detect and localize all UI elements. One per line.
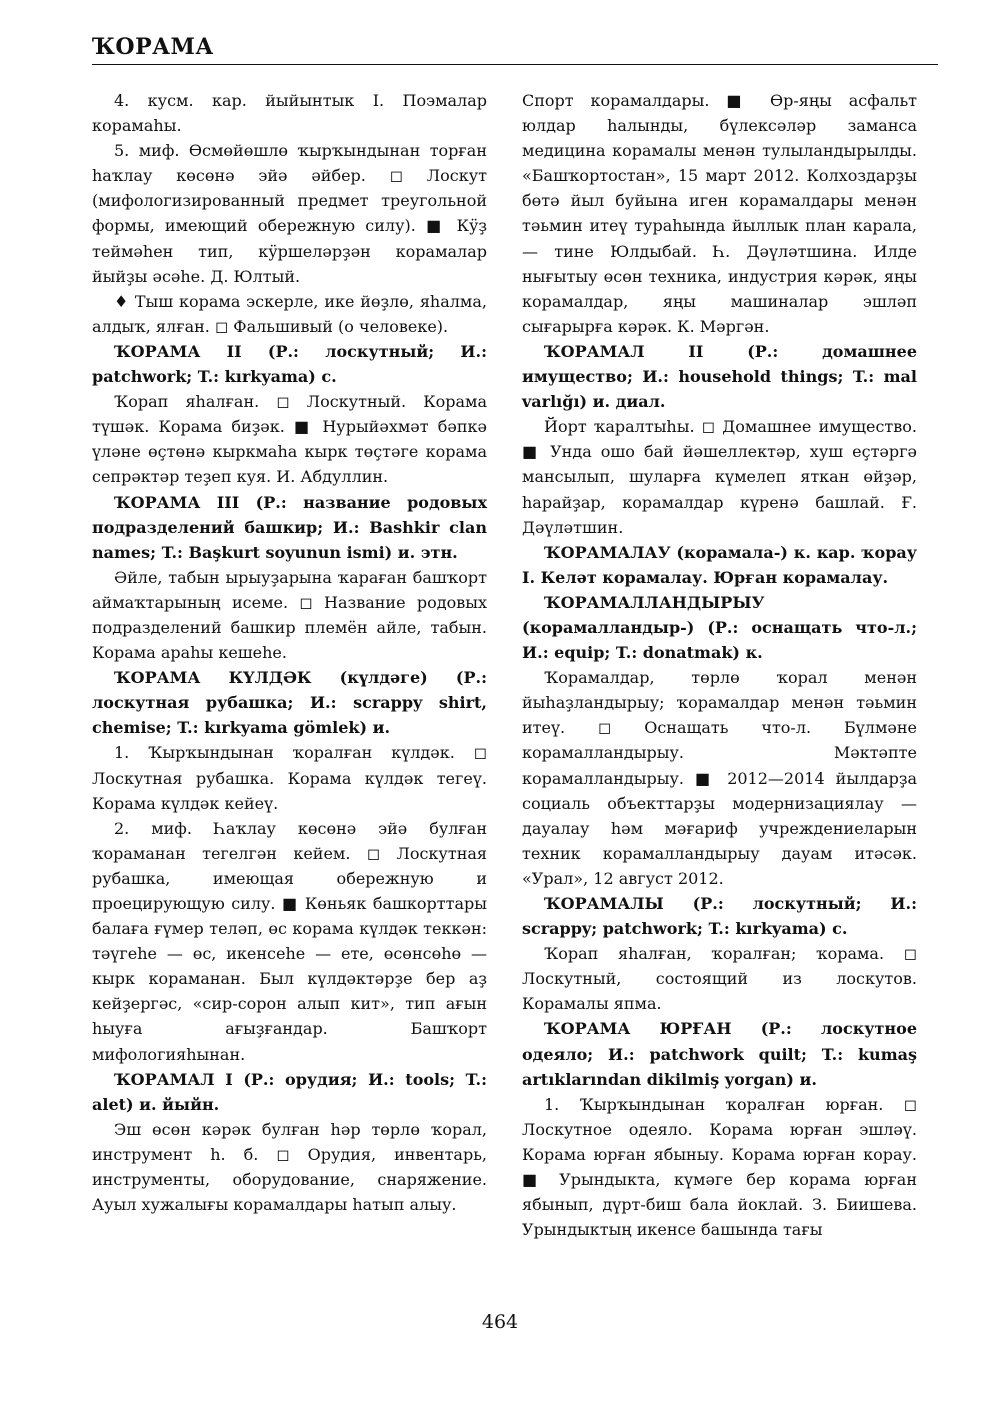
sense-paragraph: 1. Ҡырҡындынан ҡоралған юрған. ◻ Лоскутное одеяло. Корама юрған эшләү. Корама юрған ябыныу. Корама юрған корау. ■ Урындыкта, күмәге бер корама юрған ябынып, дүрт-биш бала йоклай. З. Биишева. Урындыктың икенсе башында тағы (522, 1094, 917, 1240)
page-header (92, 34, 938, 60)
left-column (92, 88, 487, 1217)
sense-paragraph: 1. Ҡырҡындынан ҡоралған күлдәк. ◻ Лоскутная рубашка. Корама күлдәк тегеү. Корама күлдәк кейеү. (92, 743, 487, 813)
sense-paragraph: 5. миф. Өсмөйөшлө ҡырҡындынан торған hаҡлау көсөнә эйә әйбер. ◻ Лоскут (мифологизированный предмет треугольной формы, имеющий обережную силу). ■ Кӱҙ теймәhен тип, кӱршеләрҙән корамалар йыйҙы әсәhе. Д. Юлтый. (92, 141, 487, 286)
entry-headword: ҠОРАМАЛ II (Р.: домашнее имущество; И.: household things; T.: mal varlığı) и. диал. (522, 341, 917, 412)
header-rule (92, 64, 938, 65)
sense-paragraph: 2. миф. Һаҡлау көсөнә эйә булған ҡораманан тегелгән кейем. ◻ Лоскутная рубашка, имеющая обережную и проецирующую силу. ■ Көньяк башкорттары балаға ғүмер теләп, өс корама күлдәк теккән: тәүгеhе — өс, икенсеhе — ете, өсөнсөhө — кырк кораманан. Был күлдәктәрҙе бер аҙ кейҙергәс, «сир-сорон алып кит», тип ағын hыуға ағыҙғандар. Башҡорт мифологияhынан. (92, 818, 487, 1064)
sense-paragraph: 4. кусм. кар. йыйынтык I. Поэмалар корамаhы. (92, 91, 487, 136)
definition-paragraph: Әйле, табын ырыуҙарына ҡараған башҡорт аймаҡтарының исеме. ◻ Название родовых подразделений башкир племён айле, табын. Корама араhы кешеhе. (92, 567, 487, 663)
entry-headword: ҠОРАМА ЮРҒАН (Р.: лоскутное одеяло; И.: patchwork quilt; T.: kumaş artıklarından dikilmiş yorgan) и. (522, 1019, 917, 1089)
idiom-paragraph: ♦ Тыш корама эскерле, ике йөҙлө, яhалма, алдыҡ, ялған. ◻ Фальшивый (о человеке). (92, 291, 487, 336)
entry-headword: ҠОРАМАЛЫ (Р.: лоскутный; И.: scrappy; patchwork; T.: kırkyama) с. (522, 894, 917, 939)
running-head: ҠОРАМА (92, 34, 214, 60)
entry-headword: ҠОРАМА III (Р.: название родовых подразделений башкир; И.: Bashkir clan names; T.: Başkurt soyunun ismi) и. этн. (92, 492, 487, 562)
right-column (522, 88, 917, 1242)
definition-paragraph: Ҡорап яhалған. ◻ Лоскутный. Корама түшәк. Корама биҙәк. ■ Нурыйәхмәт бәпкә үләне өҫтөнә кыркмаhа кырк төҫтәге корама сепрәктәр теҙеп куя. И. Абдуллин. (92, 392, 487, 487)
page-number: 464 (481, 1311, 519, 1333)
definition-paragraph: Ҡорап яhалған, ҡоралған; ҡорама. ◻ Лоскутный, состоящий из лоскутов. Корамалы япма. (522, 944, 917, 1014)
definition-paragraph: Ҡорамалдар, төрлө ҡорал менән йыhаҙландырыу; ҡорамалдар менән тәьмин итеү. ◻ Оснащать что-л. Бүлмәне корамалландырыу. Мәктәпте корамалландырыу. ■ 2012—2014 йылдарҙа социаль объекттарҙы модернизациялау — дауалау hәм мәғариф учреждениеларын техник корамалландырыу дауам итәсәк. «Урал», 12 август 2012. (522, 668, 917, 888)
entry-headword: ҠОРАМАЛ I (Р.: орудия; И.: tools; T.: alet) и. йыйн. (92, 1069, 487, 1114)
entry-headword: ҠОРАМАЛЛАНДЫРЫУ (корамалландыр-) (Р.: оснащать что-л.; И.: equip; T.: donatmak) к. (522, 592, 917, 663)
definition-paragraph: Эш өсөн кәрәк булған hәр төрлө ҡорал, инструмент h. б. ◻ Орудия, инвентарь, инструменты, оборудование, снаряжение. Ауыл хужалығы корамалдары hатып алыу. (92, 1119, 487, 1215)
definition-paragraph: Йорт ҡаралтыhы. ◻ Домашнее имущество. ■ Унда ошо бай йәшеллектәр, хуш еҫтәргә мансылып, шуларға күмелеп яткан өйҙәр, hарайҙар, корамалдар күренә башлай. Ғ. Дәүләтшин. (522, 417, 917, 537)
definition-paragraph: Спорт корамалдары. ■ Өр-яңы асфальт юлдар hалынды, бүлексәләр заманса медицина корамалы менән тулыландырылды. «Башҡортостан», 15 март 2012. Колхоздарҙы бөтә йыл буйына иген корамалдары менән тәьмин итеү тураhында йыллык план карала, — тине Юлдыбай. Һ. Дәүләтшина. Илде нығытыу өсөн техника, индустрия кәрәк, яңы корамалдар, яңы машиналар эшләп сығарырға кәрәк. К. Мәргән. (522, 91, 917, 336)
entry-headword: ҠОРАМА КҮЛДӘК (күлдәге) (Р.: лоскутная рубашка; И.: scrappy shirt, chemise; T.: kırkyama gömlek) и. (92, 668, 487, 738)
entry-headword: ҠОРАМА II (Р.: лоскутный; И.: patchwork; T.: kırkyama) с. (92, 341, 487, 387)
entry-headword: ҠОРАМАЛАУ (корамала-) к. кар. ҡорау I. Келәт корамалау. Юрған корамалау. (522, 542, 917, 587)
